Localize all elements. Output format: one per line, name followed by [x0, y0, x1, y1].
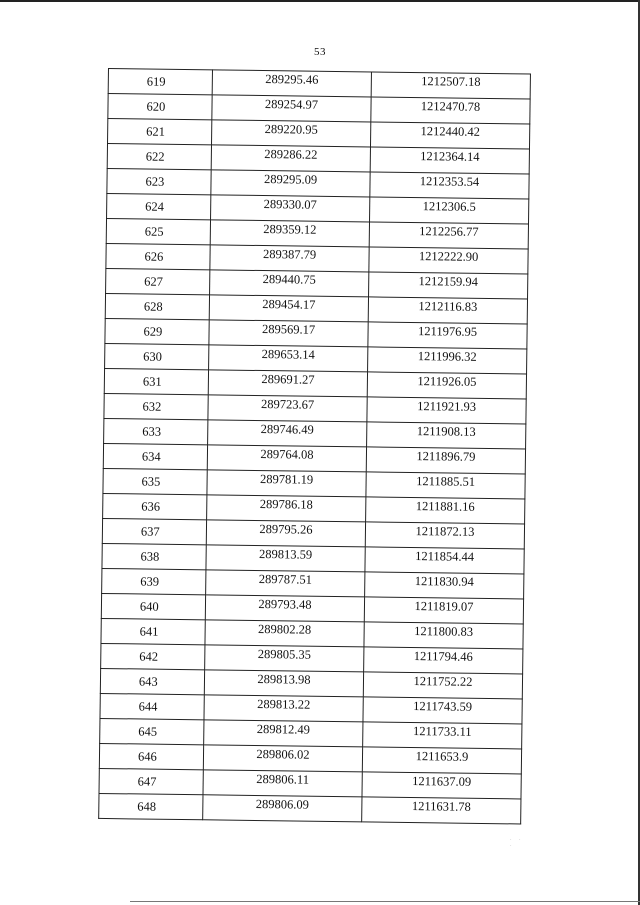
point-number-cell: 642 [101, 643, 205, 669]
y-coordinate-value: 1212159.94 [418, 273, 479, 289]
y-coordinate-value: 1212256.77 [419, 223, 479, 239]
x-coordinate-cell [211, 170, 370, 197]
y-coordinate-cell [371, 97, 530, 124]
point-number-cell: 627 [106, 268, 210, 294]
point-number-cell: 636 [103, 493, 207, 519]
y-coordinate-cell [368, 297, 527, 324]
y-coordinate-cell [366, 447, 525, 474]
point-number-cell: 635 [103, 468, 207, 494]
y-coordinate-value: 1211819.07 [414, 598, 474, 614]
x-coordinate-cell [212, 70, 371, 97]
x-coordinate-value: 289764.08 [260, 446, 314, 462]
x-coordinate-cell [212, 120, 371, 147]
x-coordinate-value: 289813.59 [259, 546, 313, 562]
y-coordinate-cell [368, 322, 527, 349]
y-coordinate-cell [363, 697, 522, 724]
x-coordinate-value: 289802.28 [258, 621, 312, 637]
y-coordinate-cell [363, 672, 522, 699]
y-coordinate-cell [371, 72, 530, 99]
x-coordinate-cell [206, 570, 365, 597]
y-coordinate-cell [366, 497, 525, 524]
x-coordinate-value: 289813.22 [257, 696, 311, 712]
y-coordinate-value: 1211631.78 [411, 798, 471, 814]
point-number-cell: 634 [103, 443, 207, 469]
x-coordinate-cell [211, 145, 370, 172]
x-coordinate-value: 289806.11 [256, 771, 310, 787]
y-coordinate-value: 1211908.13 [416, 423, 476, 439]
y-coordinate-cell [370, 197, 529, 224]
point-number-cell: 646 [99, 743, 203, 769]
y-coordinate-cell [367, 372, 526, 399]
point-number-cell: 631 [104, 368, 208, 394]
y-coordinate-value: 1211733.11 [413, 723, 472, 739]
x-coordinate-value: 289440.75 [262, 271, 316, 287]
y-coordinate-value: 1211854.44 [415, 548, 475, 564]
y-coordinate-value: 1211996.32 [417, 348, 477, 364]
x-coordinate-value: 289387.79 [262, 246, 317, 262]
x-coordinate-cell [211, 195, 370, 222]
x-coordinate-value: 289691.27 [261, 371, 315, 387]
y-coordinate-value: 1211800.83 [414, 623, 474, 639]
x-coordinate-value: 289454.17 [262, 296, 316, 312]
point-number-cell: 647 [99, 768, 203, 794]
x-coordinate-value: 289787.51 [258, 571, 312, 587]
y-coordinate-value: 1211743.59 [413, 698, 473, 714]
y-coordinate-cell [364, 647, 523, 674]
coordinates-table [98, 68, 531, 824]
x-coordinate-cell [210, 220, 369, 247]
point-number-cell: 638 [102, 543, 206, 569]
x-coordinate-cell [206, 545, 365, 572]
y-coordinate-value: 1211976.95 [418, 323, 478, 339]
x-coordinate-value: 289795.26 [259, 521, 313, 537]
x-coordinate-value: 289254.97 [264, 96, 319, 112]
y-coordinate-cell [369, 222, 528, 249]
x-coordinate-cell [205, 595, 364, 622]
y-coordinate-cell [370, 122, 529, 149]
y-coordinate-value: 1212222.90 [418, 248, 479, 264]
x-coordinate-value: 289569.17 [261, 321, 316, 337]
y-coordinate-cell [364, 622, 523, 649]
y-coordinate-value: 1211794.46 [413, 648, 473, 664]
x-coordinate-cell [209, 320, 368, 347]
y-coordinate-value: 1211637.09 [412, 773, 472, 789]
x-coordinate-cell [207, 445, 366, 472]
point-number-cell: 632 [104, 393, 208, 419]
page-number: 53 [314, 46, 326, 58]
x-coordinate-value: 289813.98 [257, 671, 311, 687]
y-coordinate-value: 1211872.13 [415, 523, 475, 539]
point-number-cell: 630 [105, 343, 209, 369]
point-number-cell: 620 [108, 94, 212, 120]
y-coordinate-cell [370, 172, 529, 199]
point-number-cell: 624 [107, 193, 211, 219]
point-number-cell: 648 [99, 793, 203, 819]
point-number-cell: 622 [107, 144, 211, 170]
x-coordinate-cell [210, 245, 369, 272]
x-coordinate-cell [209, 345, 368, 372]
y-coordinate-value: 1211926.05 [417, 373, 477, 389]
x-coordinate-cell [204, 670, 363, 697]
y-coordinate-value: 1212116.83 [418, 298, 478, 314]
x-coordinate-cell [206, 520, 365, 547]
y-coordinate-cell [369, 247, 528, 274]
y-coordinate-value: 1211885.51 [416, 473, 476, 489]
x-coordinate-cell [203, 770, 362, 797]
x-coordinate-value: 289793.48 [258, 596, 312, 612]
x-coordinate-cell [210, 270, 369, 297]
x-coordinate-cell [207, 470, 366, 497]
y-coordinate-cell [365, 547, 524, 574]
y-coordinate-value: 1211653.9 [415, 748, 469, 764]
table-row [99, 793, 521, 824]
point-number-cell: 645 [100, 718, 204, 744]
x-coordinate-value: 289286.22 [264, 146, 318, 162]
y-coordinate-cell [367, 397, 526, 424]
y-coordinate-value: 1212364.14 [420, 148, 480, 164]
point-number-cell: 629 [105, 318, 209, 344]
y-coordinate-value: 1212507.18 [421, 73, 481, 89]
y-coordinate-cell [369, 272, 528, 299]
point-number-cell: 623 [107, 168, 211, 194]
y-coordinate-cell [362, 797, 521, 824]
point-number-cell: 628 [105, 293, 209, 319]
y-coordinate-cell [362, 747, 521, 774]
page-top-edge [0, 0, 640, 2]
y-coordinate-value: 1211881.16 [415, 498, 475, 514]
x-coordinate-cell [208, 395, 367, 422]
x-coordinate-cell [208, 420, 367, 447]
x-coordinate-value: 289653.14 [261, 346, 315, 362]
x-coordinate-cell [208, 370, 367, 397]
y-coordinate-value: 1211921.93 [417, 398, 477, 414]
point-number-cell: 625 [106, 218, 210, 244]
page-bottom-edge [130, 901, 640, 902]
x-coordinate-cell [204, 695, 363, 722]
point-number-cell: 639 [102, 568, 206, 594]
point-number-cell: 633 [104, 418, 208, 444]
x-coordinate-value: 289723.67 [260, 396, 315, 412]
x-coordinate-cell [207, 495, 366, 522]
x-coordinate-value: 289806.02 [256, 746, 310, 762]
x-coordinate-value: 289295.46 [265, 71, 319, 87]
scan-speck: . . . [510, 836, 524, 848]
point-number-cell: 619 [108, 69, 212, 95]
x-coordinate-cell [212, 95, 371, 122]
y-coordinate-cell [366, 472, 525, 499]
point-number-cell: 637 [102, 518, 206, 544]
x-coordinate-cell [205, 620, 364, 647]
x-coordinate-value: 289781.19 [259, 471, 314, 487]
y-coordinate-value: 1212353.54 [419, 173, 480, 189]
x-coordinate-value: 289359.12 [263, 221, 317, 237]
x-coordinate-value: 289746.49 [260, 421, 314, 437]
point-number-cell: 626 [106, 243, 210, 269]
y-coordinate-cell [362, 772, 521, 799]
x-coordinate-cell [205, 645, 364, 672]
coordinates-table-container [98, 68, 532, 824]
point-number-cell: 641 [101, 618, 205, 644]
y-coordinate-cell [368, 347, 527, 374]
x-coordinate-value: 289786.18 [259, 496, 313, 512]
y-coordinate-cell [367, 422, 526, 449]
y-coordinate-cell [364, 597, 523, 624]
y-coordinate-value: 1212470.78 [420, 98, 481, 114]
x-coordinate-value: 289220.95 [264, 121, 318, 137]
x-coordinate-value: 289812.49 [256, 721, 311, 737]
y-coordinate-cell [365, 572, 524, 599]
x-coordinate-value: 289805.35 [257, 646, 311, 662]
y-coordinate-cell [363, 722, 522, 749]
y-coordinate-value: 1212440.42 [420, 123, 480, 139]
x-coordinate-cell [203, 745, 362, 772]
x-coordinate-value: 289330.07 [263, 196, 317, 212]
x-coordinate-value: 289295.09 [263, 171, 318, 187]
y-coordinate-cell [370, 147, 529, 174]
point-number-cell: 643 [100, 668, 204, 694]
y-coordinate-value: 1211830.94 [414, 573, 474, 589]
x-coordinate-cell [203, 795, 362, 822]
x-coordinate-cell [204, 720, 363, 747]
y-coordinate-value: 1211896.79 [416, 448, 476, 464]
point-number-cell: 644 [100, 693, 204, 719]
coordinates-table-body [99, 69, 531, 824]
y-coordinate-cell [365, 522, 524, 549]
x-coordinate-value: 289806.09 [255, 796, 310, 812]
y-coordinate-value: 1211752.22 [413, 673, 473, 689]
x-coordinate-cell [209, 295, 368, 322]
point-number-cell: 621 [108, 119, 212, 145]
y-coordinate-value: 1212306.5 [422, 198, 476, 214]
point-number-cell: 640 [101, 593, 205, 619]
